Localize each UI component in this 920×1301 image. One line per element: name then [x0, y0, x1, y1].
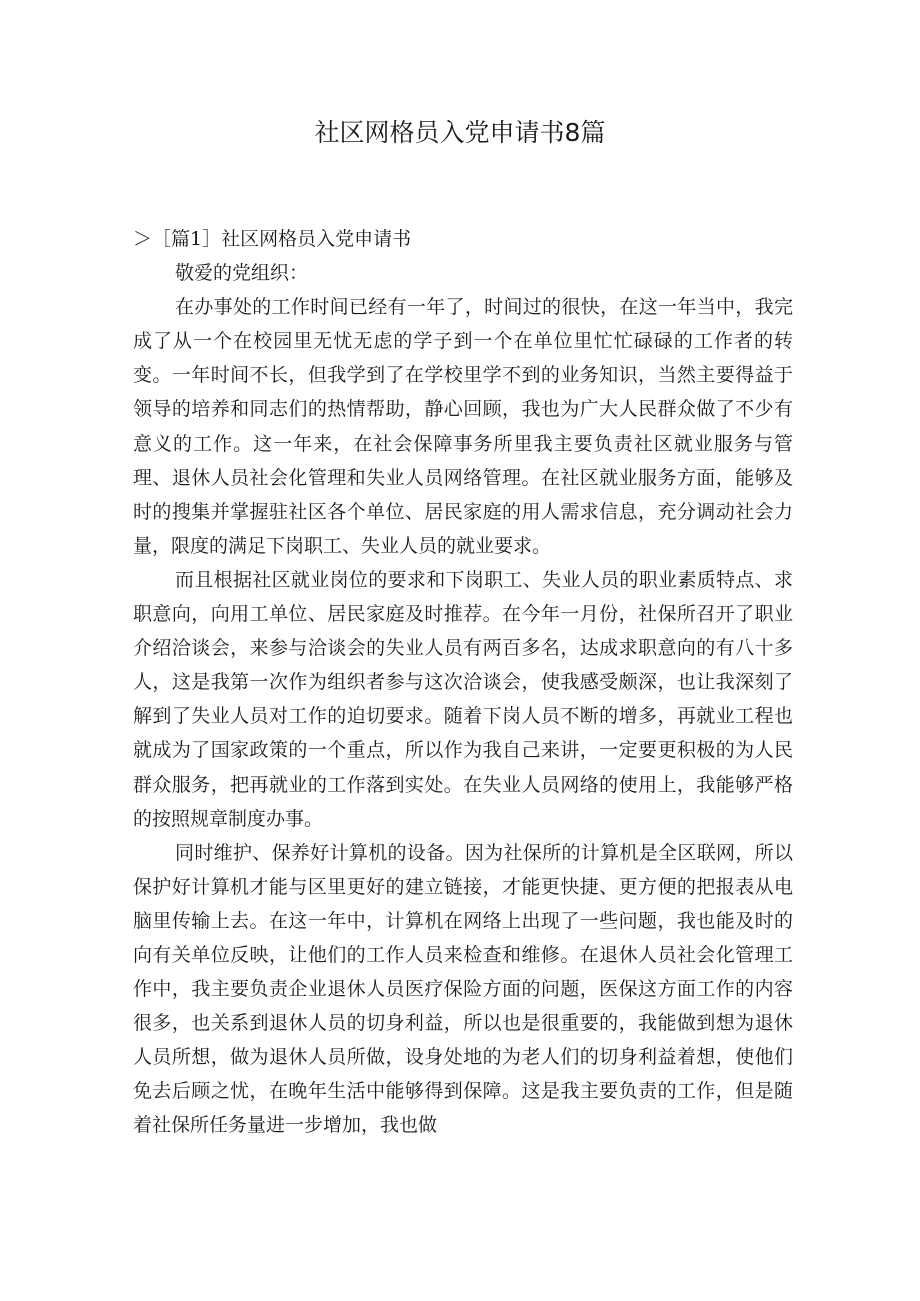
paragraph-2: 而且根据社区就业岗位的要求和下岗职工、失业人员的职业素质特点、求职意向，向用工单位、居民家庭及时推荐。在今年一月份，社保所召开了职业介绍洽谈会，来参与洽谈会的失业人员有两百多名，达成求职意向的有八十多人，这是我第一次作为组织者参与这次洽谈会，使我感受颇深，也让我深刻了解到了失业人员对工作的迫切要求。随着下岗人员不断的增多，再就业工程也就成为了国家政策的一个重点，所以作为我自己来讲，一定要更积极的为人民群众服务，把再就业的工作落到实处。在失业人员网络的使用上，我能够严格的按照规章制度办事。 — [133, 568, 793, 830]
paragraph-1: 在办事处的工作时间已经有一年了，时间过的很快，在这一年当中，我完成了从一个在校园里无忧无虑的学子到一个在单位里忙忙碌碌的工作者的转变。一年时间不长，但我学到了在学校里学不到的业务知识，当然主要得益于领导的培养和同志们的热情帮助，静心回顾，我也为广大人民群众做了不少有意义的工作。这一年来，在社会保障事务所里我主要负责社区就业服务与管理、退休人员社会化管理和失业人员网络管理。在社区就业服务方面，能够及时的搜集并掌握驻社区各个单位、居民家庭的用人需求信息，充分调动社会力量，限度的满足下岗职工、失业人员的就业要求。 — [133, 296, 793, 557]
document-title: 社区网格员入党申请书8篇 — [314, 118, 606, 147]
salutation: 敬爱的党组织： — [175, 262, 309, 285]
paragraph-3: 同时维护、保养好计算机的设备。因为社保所的计算机是全区联网，所以保护好计算机才能与区里更好的建立链接，才能更快捷、更方便的把报表从电脑里传输上去。在这一年中，计算机在网络上出现了一些问题，我也能及时的向有关单位反映，让他们的工作人员来检查和维修。在退休人员社会化管理工作中，我主要负责企业退休人员医疗保险方面的问题，医保这方面工作的内容很多，也关系到退休人员的切身利益，所以也是很重要的，我能做到想为退休人员所想，做为退休人员所做，设身处地的为老人们的切身利益着想，使他们免去后顾之忧，在晚年生活中能够得到保障。这是我主要负责的工作，但是随着社保所任务量进一步增加，我也做 — [133, 841, 793, 1137]
document-body — [133, 222, 793, 1143]
section-heading: ＞［篇1］社区网格员入党申请书 — [133, 228, 412, 250]
